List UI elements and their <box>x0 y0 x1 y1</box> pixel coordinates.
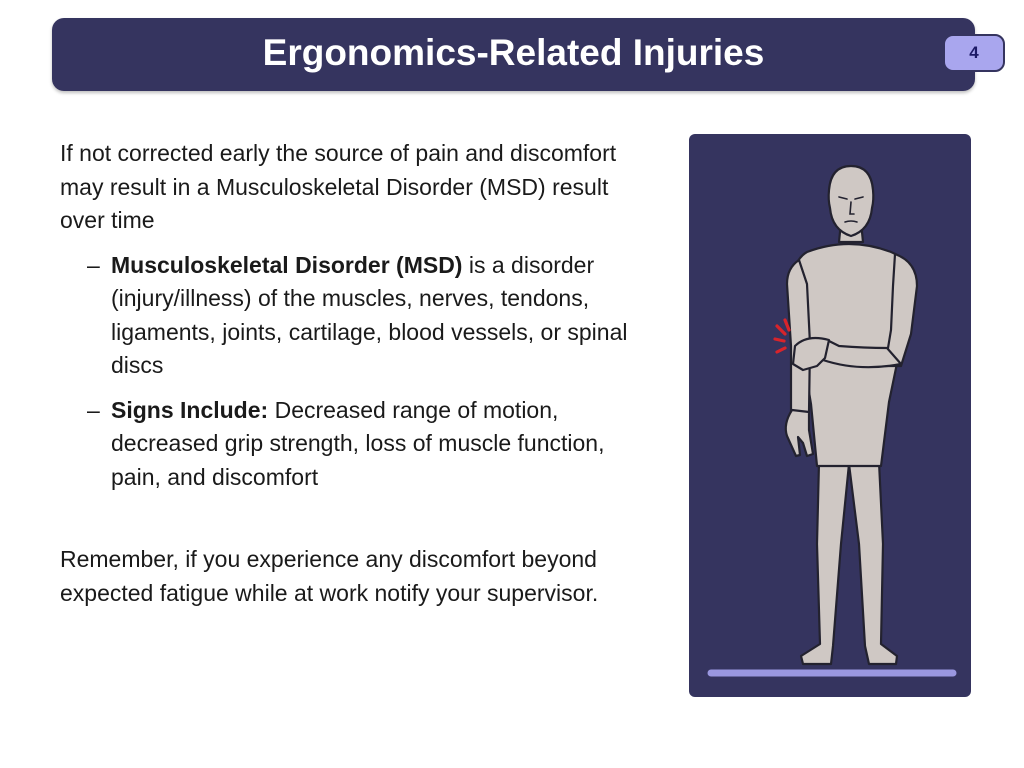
closing-paragraph: Remember, if you experience any discomfort beyond expected fatigue while at work notify your supervisor. <box>60 546 599 606</box>
bullet-term: Signs Include: <box>111 396 269 423</box>
title-bar <box>52 18 975 91</box>
right-leg <box>849 462 897 664</box>
bullet-text: Decreased range of motion, decreased grip strength, loss of muscle function, pain, and discomfort <box>111 396 605 490</box>
bullet-term: Musculoskeletal Disorder (MSD) <box>111 251 463 278</box>
figure-panel <box>689 134 971 697</box>
man-holding-elbow-pain-illustration <box>689 134 971 697</box>
bullet-text: is a disorder (injury/illness) of the muscles, nerves, tendons, ligaments, joints, cartilage, blood vessels, or spinal discs <box>111 251 628 378</box>
bullet-dash: – <box>87 396 100 423</box>
slide-title: Ergonomics-Related Injuries <box>262 32 765 73</box>
bullet-dash: – <box>87 251 100 278</box>
pain-marks <box>775 320 789 352</box>
paragraph-spacer <box>60 494 640 543</box>
left-arm <box>787 260 810 416</box>
left-leg <box>801 462 849 664</box>
head <box>829 166 874 236</box>
slide-content <box>60 137 640 610</box>
human-figure <box>786 166 917 664</box>
bullet-msd-definition <box>60 249 640 383</box>
intro-paragraph: If not corrected early the source of pain and discomfort may result in a Musculoskeletal Disorder (MSD) result over time <box>60 140 617 233</box>
bullet-signs-include <box>60 394 640 495</box>
slide-number-badge: 4 <box>943 34 1005 72</box>
left-hand <box>786 410 813 456</box>
